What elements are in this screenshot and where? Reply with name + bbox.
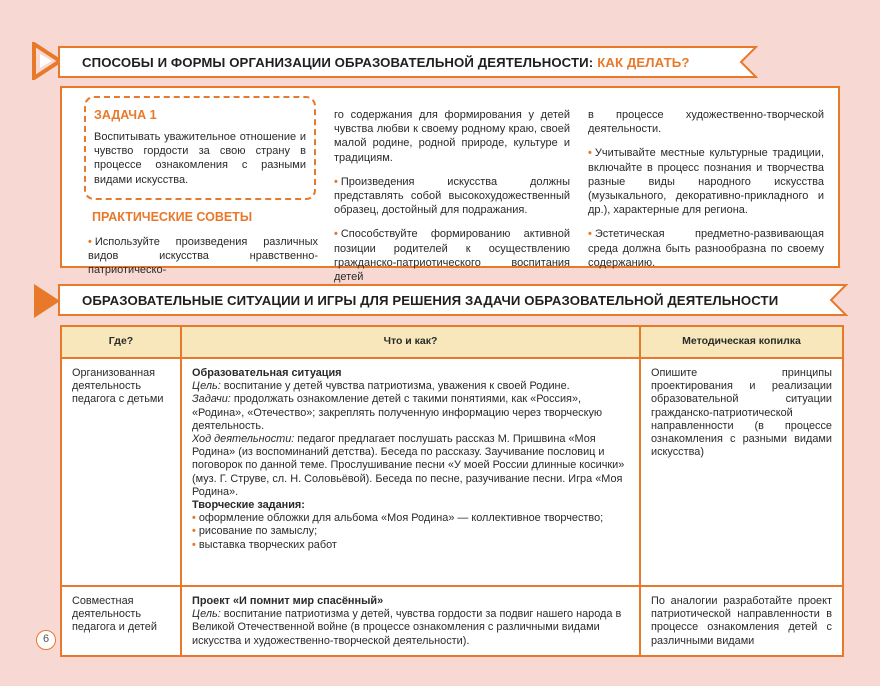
list-item: • выставка творческих работ bbox=[192, 539, 629, 552]
goal-text: воспитание у детей чувства патриотизма, уважения к своей Родине. bbox=[220, 380, 570, 393]
section-title: СПОСОБЫ И ФОРМЫ ОРГАНИЗАЦИИ ОБРАЗОВАТЕЛЬНОЙ ДЕЯТЕЛЬНОСТИ: bbox=[82, 54, 594, 70]
goal-label: Цель: bbox=[192, 380, 221, 393]
column-header-what: Что и как? bbox=[181, 326, 640, 358]
section-header-situations bbox=[58, 284, 820, 316]
page-number: 6 bbox=[36, 630, 56, 650]
banner-arrow-icon bbox=[818, 284, 848, 316]
bullet-icon: • bbox=[588, 228, 592, 241]
tips-heading: ПРАКТИЧЕСКИЕ СОВЕТЫ bbox=[92, 210, 253, 224]
creative-label: Творческие задания: bbox=[192, 499, 305, 512]
tip-text: Способствуйте формированию активной позиции родителей к осуществлению гражданско-патриотического воспитания детей bbox=[334, 228, 570, 284]
bullet-icon: • bbox=[588, 147, 592, 160]
table-row bbox=[61, 586, 843, 656]
column-header-where: Где? bbox=[61, 326, 181, 358]
where-cell: Совместная деятельность педагога и детей bbox=[61, 586, 181, 656]
list-item: • оформление обложки для альбома «Моя Родина» — коллективное творчество; bbox=[192, 512, 629, 525]
activity-title: Проект «И помнит мир спасённый» bbox=[192, 595, 384, 607]
activity-title: Образовательная ситуация bbox=[192, 367, 342, 379]
tip-text: Произведения искусства должны представлять собой высокохудожественный образец, достойный для подражания. bbox=[334, 175, 570, 217]
bullet-icon: • bbox=[334, 175, 338, 188]
goal-text: воспитание патриотизма у детей, чувства гордости за подвиг нашего народа в Великой Отечественной войне (в процессе ознакомления с различными видами искусства и художественно-творческой деятельности). bbox=[192, 608, 622, 647]
tip-text: в процессе художественно-творческой деятельности. bbox=[588, 109, 824, 136]
section-title: ОБРАЗОВАТЕЛЬНЫЕ СИТУАЦИИ И ИГРЫ ДЛЯ РЕШЕНИЯ ЗАДАЧИ ОБРАЗОВАТЕЛЬНОЙ ДЕЯТЕЛЬНОСТИ bbox=[82, 292, 779, 308]
task-text: Воспитывать уважительное отношение и чувство гордости за свою страну в процессе ознакомления с разными видами искусства. bbox=[94, 131, 306, 186]
task-box bbox=[84, 96, 316, 200]
method-cell: Опишите принципы проектирования и реализации образовательной ситуации гражданско-патриотической направленности (в процессе ознакомления с разными видами искусства) bbox=[640, 358, 843, 586]
course-label: Ход деятельности: bbox=[192, 433, 295, 446]
tips-column-1 bbox=[88, 235, 318, 288]
method-cell: По аналогии разработайте проект патриотической направленности в процессе ознакомления детей с различными видами bbox=[640, 586, 843, 656]
table-row bbox=[61, 358, 843, 586]
goal-label: Цель: bbox=[192, 608, 221, 621]
what-cell bbox=[181, 586, 640, 656]
tasks-text: продолжать ознакомление детей с такими понятиями, как «Россия», «Родина», «Отечество»; закреплять полученную информацию через творческую деятельность. bbox=[192, 393, 603, 432]
what-cell bbox=[181, 358, 640, 586]
task-heading: ЗАДАЧА 1 bbox=[94, 108, 157, 122]
creative-list bbox=[192, 512, 629, 552]
practical-advice-panel bbox=[60, 86, 840, 284]
tip-text: го содержания для формирования у детей чувства любви к своему родному краю, своей малой родине, родной природе, культуре и традициям. bbox=[334, 109, 570, 164]
banner-arrow-icon bbox=[728, 46, 758, 78]
list-item: • рисование по замыслу; bbox=[192, 525, 629, 538]
column-header-method: Методическая копилка bbox=[640, 326, 843, 358]
bullet-icon: • bbox=[334, 228, 338, 241]
activities-table bbox=[60, 325, 844, 657]
tips-column-2 bbox=[334, 108, 570, 294]
where-cell: Организованная деятельность педагога с детьми bbox=[61, 358, 181, 586]
course-text: педагог предлагает послушать рассказ М. Пришвина «Моя Родина» (из воспоминаний детства). Беседа по рассказу. Заучивание пословиц и поговорок по данной теме. Прослушивание песни «У моей России длинные косички» (муз. Г. Струве, сл. Н. Соловьёвой). Беседа по песне, разучивание песни. Игра «Моя Родина». bbox=[192, 433, 625, 498]
section-header-methods bbox=[58, 46, 730, 78]
tip-text: Учитывайте местные культурные традиции, включайте в процесс познания и творчества разные виды народного искусства (музыкального, декоративно-прикладного и др.), характерные для региона. bbox=[588, 147, 824, 217]
section-title-accent: КАК ДЕЛАТЬ? bbox=[597, 54, 690, 70]
tip-text: Эстетическая предметно-развивающая среда должна быть разнообразна по своему содержанию. bbox=[588, 228, 824, 269]
tips-column-3 bbox=[588, 108, 824, 280]
tasks-label: Задачи: bbox=[192, 393, 231, 406]
table-header-row bbox=[61, 326, 843, 358]
tip-text: Используйте произведения различных видов искусства нравственно-патриотическо- bbox=[88, 236, 318, 277]
bullet-icon: • bbox=[88, 236, 92, 248]
